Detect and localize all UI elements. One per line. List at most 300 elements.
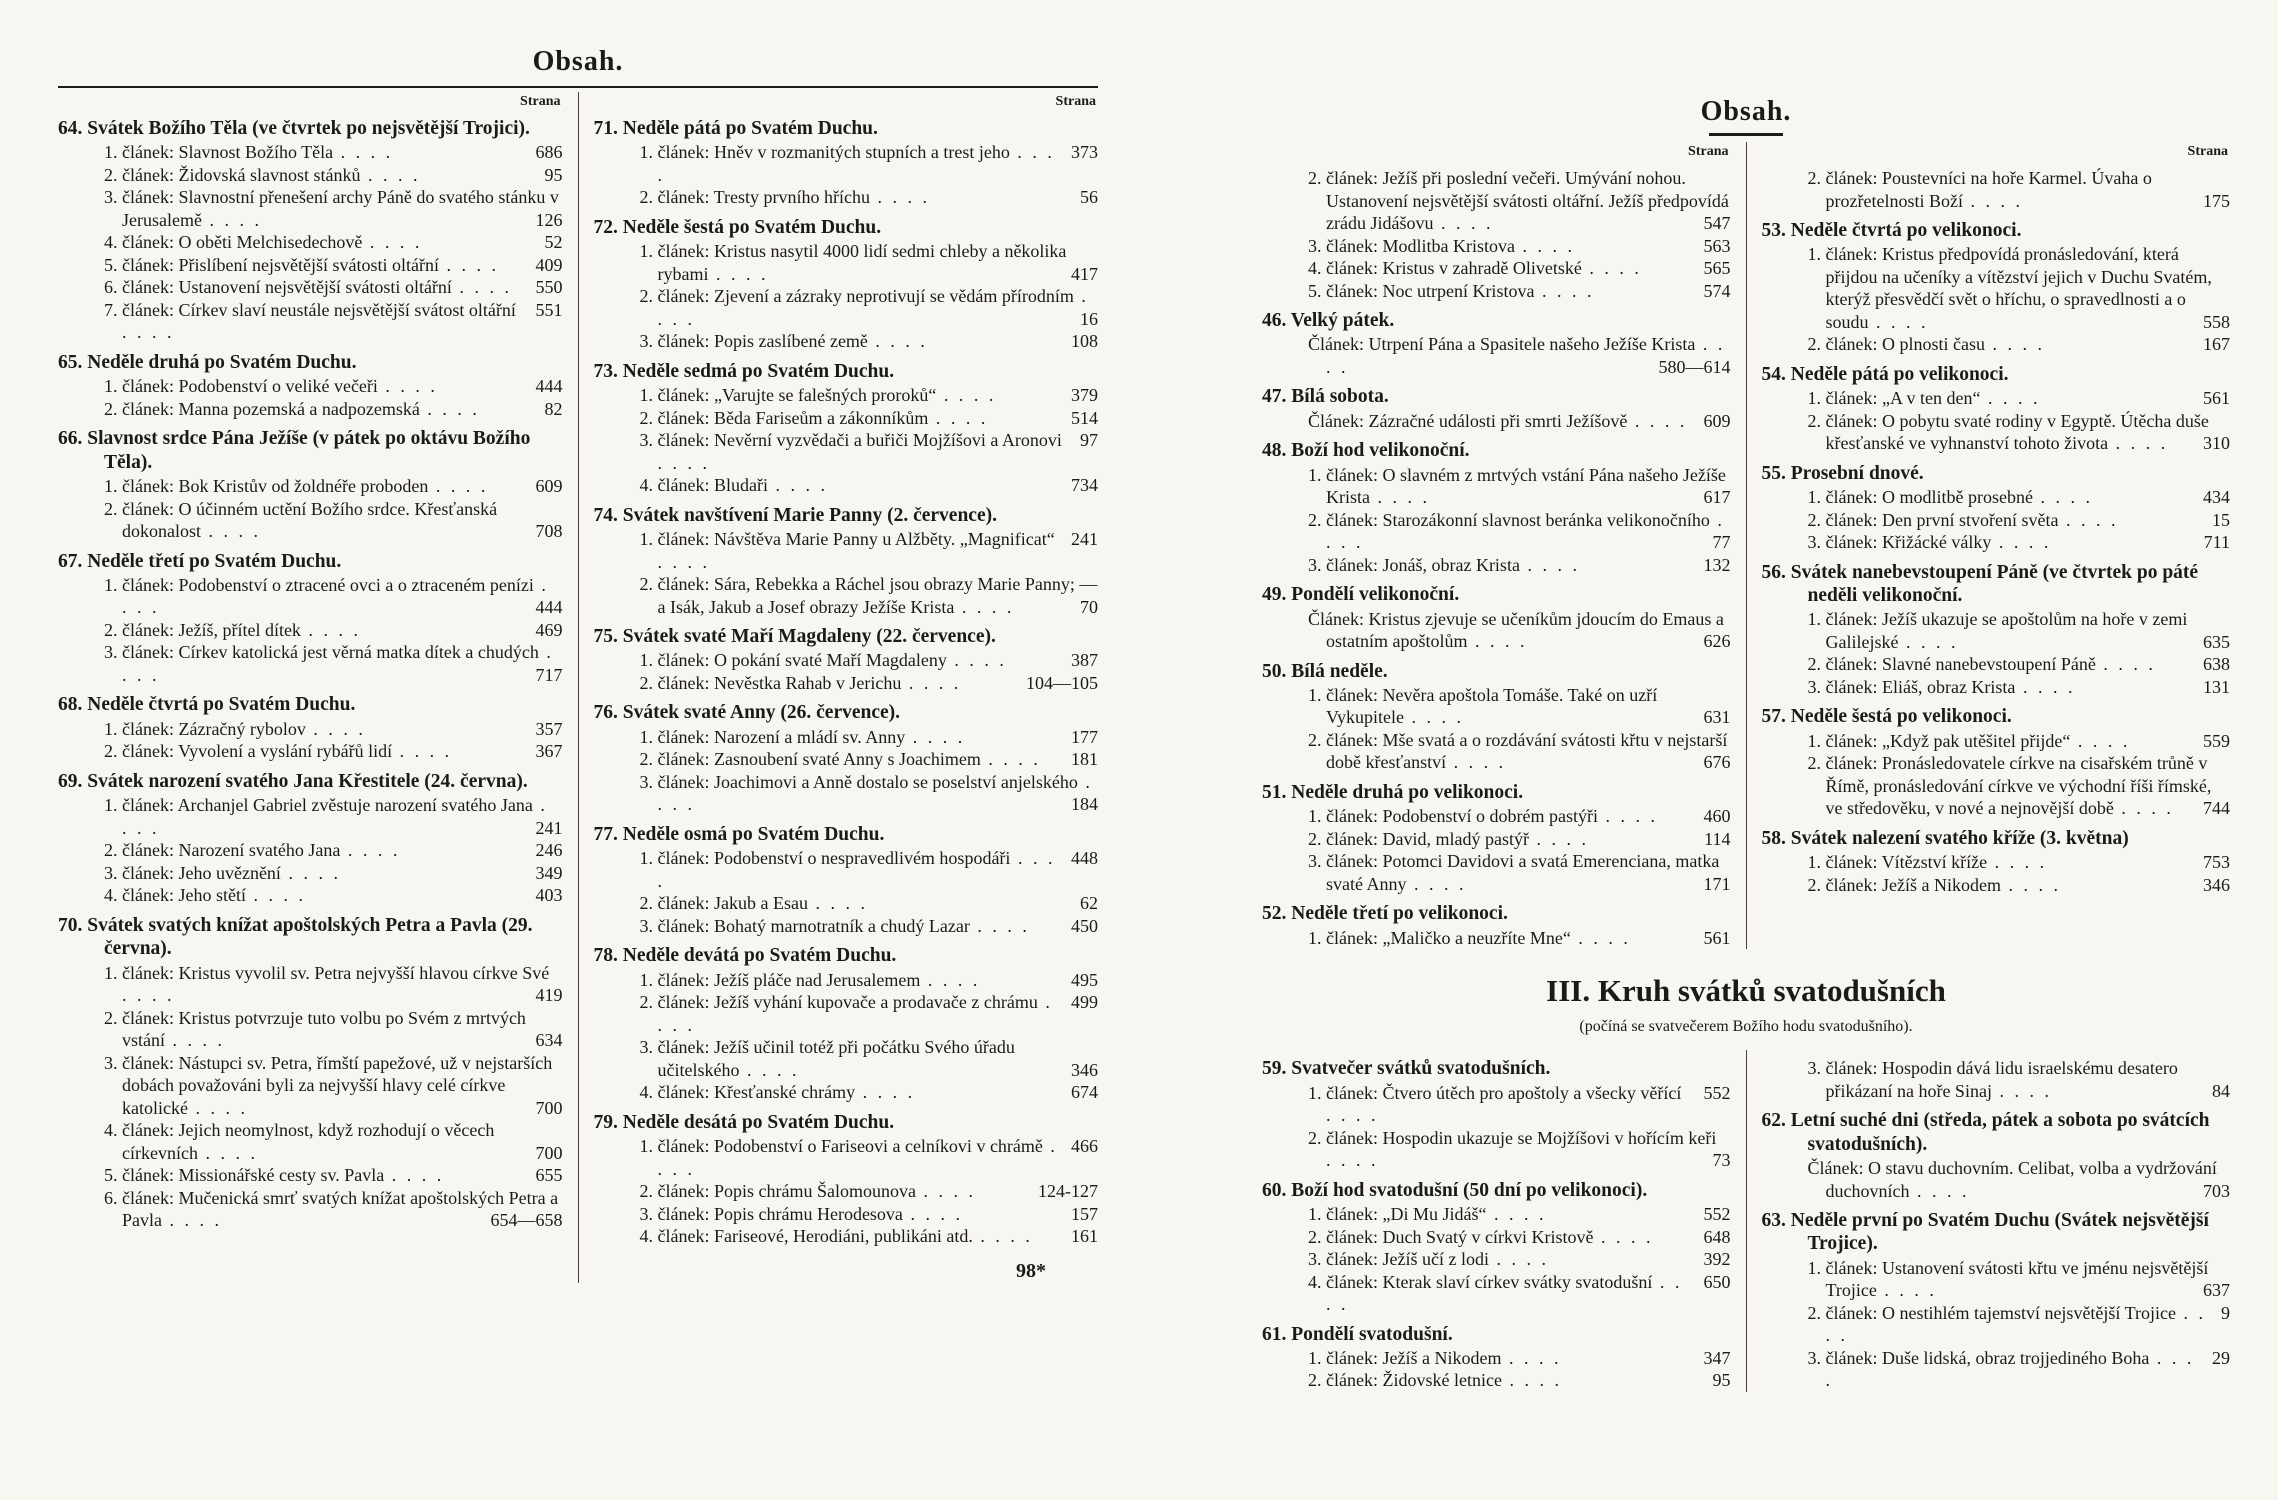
toc-entry: [58, 186, 563, 231]
entry-page-number: 552: [1703, 1204, 1731, 1225]
entry-page-number: 62: [1080, 893, 1098, 914]
dot-leader: . . . .: [1370, 487, 1430, 508]
section-title: 53. Neděle čtvrtá po velikonoci.: [1761, 220, 2022, 241]
dot-leader: . . . .: [451, 277, 512, 298]
toc-entry: [1762, 1057, 2231, 1102]
entry-text: 1. článek: Ježíš a Nikodem: [1308, 1347, 1502, 1368]
section-number: 52.: [1262, 903, 1292, 925]
dot-leader: . . . .: [1486, 1204, 1547, 1225]
entry-page-number: 717: [535, 664, 563, 685]
dot-leader: . . . .: [867, 331, 928, 352]
section-number: 72.: [593, 216, 623, 238]
entry-page-number: 124-127: [1038, 1181, 1098, 1202]
toc-section: [1262, 902, 1731, 949]
entry-page-number: 563: [1703, 235, 1731, 256]
entry-text: Článek: Utrpení Pána a Spasitele našeho Ježíše Krista: [1308, 334, 1696, 355]
section-title: 73. Neděle sedmá po Svatém Duchu.: [593, 360, 895, 382]
toc-entry: [58, 375, 563, 398]
dot-leader: . . . .: [1980, 388, 2041, 409]
dot-leader: . . . .: [1404, 707, 1464, 728]
toc-section: [58, 914, 563, 1232]
toc-section: [1762, 363, 2231, 455]
dot-leader: . . . .: [1501, 1347, 1562, 1368]
entry-text: 1. článek: Ježíš ukazuje se apoštolům na hoře v zemi Galilejské: [1807, 609, 2188, 652]
dot-leader: . . . .: [201, 521, 261, 542]
dot-leader: . . . .: [2015, 676, 2076, 697]
section-number: 70.: [58, 914, 88, 936]
toc-entry: [1262, 927, 1731, 950]
entry-text: 1. článek: O slavném z mrtvých vstání Pána našeho Ježíše Krista: [1308, 464, 1726, 508]
entry-text: 2. článek: Starozákonní slavnost beránka velikonočního: [1308, 509, 1710, 530]
entry-text: 3. článek: Církev katolická jest věrná matka dítek a chudých: [104, 642, 539, 663]
entry-text: 2. článek: Nevěstka Rahab v Jerichu: [639, 672, 902, 693]
dot-leader: . . . .: [1570, 927, 1631, 948]
toc-entry: [594, 892, 1099, 915]
dot-leader: . . . .: [928, 407, 989, 428]
toc-entry: [58, 498, 563, 543]
toc-entry: [594, 649, 1099, 672]
entry-page-number: 346: [2203, 874, 2230, 895]
section-number: 71.: [593, 118, 623, 139]
entry-text: 2. článek: Pronásledovatele církve na cisařském trůně v Římě, pronásledování církve ve východní říši římské, ve středověku, v nové a nejnovější době: [1807, 753, 2212, 819]
page-title: Obsah.: [532, 46, 624, 77]
header-rule: [1709, 133, 1783, 136]
entry-text: 6. článek: Mučenická smrť svatých knížat apoštolských Petra a Pavla: [104, 1187, 559, 1231]
entry-text: Článek: Zázračné události při smrti Ježíšově: [1308, 410, 1628, 431]
toc-entry: [1762, 1302, 2231, 1347]
entry-text: 1. článek: O pokání svaté Maří Magdaleny: [639, 650, 947, 671]
entry-text: 3. článek: Bohatý marnotratník a chudý Lazar: [639, 915, 970, 936]
toc-entry: [1262, 1127, 1731, 1172]
entry-text: 2. článek: Zjevení a zázraky neprotivují se vědám přírodním: [639, 286, 1074, 307]
dot-leader: . . . .: [197, 1142, 258, 1163]
dot-leader: . . . .: [1534, 280, 1595, 301]
entry-text: 5. článek: Missionářské cesty sv. Pavla: [104, 1165, 385, 1186]
toc-section: [1762, 1057, 2231, 1102]
toc-entry: [1262, 464, 1731, 509]
column-divider: [1746, 142, 1747, 949]
dot-leader: . . . .: [162, 1210, 222, 1231]
entry-page-number: 469: [535, 619, 563, 640]
entry-text: 2. článek: Běda Fariseům a zákonníkům: [639, 407, 929, 428]
toc-column: [594, 92, 1099, 1283]
toc-entry: [594, 141, 1099, 186]
right-page: [1262, 96, 2230, 1392]
toc-entry: [1262, 805, 1731, 828]
entry-page-number: 16: [1080, 308, 1098, 329]
entry-page-number: 637: [2203, 1280, 2230, 1301]
entry-text: 2. článek: Popis chrámu Šalomounova: [639, 1181, 916, 1202]
part-title: III. Kruh svátků svatodušních: [1546, 973, 1946, 1009]
entry-text: 5. článek: Noc utrpení Kristova: [1308, 280, 1535, 301]
section-title: 68. Neděle čtvrtá po Svatém Duchu.: [58, 694, 356, 716]
dot-leader: . . . .: [1406, 873, 1467, 894]
entry-text: 7. článek: Církev slaví neustále nejsvětější svátost oltářní: [104, 299, 516, 320]
dot-leader: . . . .: [1501, 1370, 1562, 1391]
section-number: 78.: [593, 945, 623, 967]
entry-text: 2. článek: Manna pozemská a nadpozemská: [104, 398, 420, 419]
dot-leader: . . . .: [1326, 1271, 1683, 1315]
dot-leader: . . . .: [1326, 1105, 1379, 1126]
dot-leader: . . . .: [333, 142, 394, 163]
toc-entry: [594, 285, 1099, 330]
entry-text: 2. článek: Ježíš vyhání kupovače a prodavače z chrámu: [639, 992, 1038, 1013]
toc-entry: [594, 186, 1099, 209]
entry-text: 1. článek: Kristus nasytil 4000 lidí sedmi chleby a několika rybami: [639, 241, 1067, 284]
toc-entry: [58, 1119, 563, 1164]
entry-page-number: 379: [1071, 385, 1098, 406]
toc-section: [594, 117, 1099, 209]
section-title: 71. Neděle pátá po Svatém Duchu.: [593, 118, 878, 139]
toc-entry: [58, 1187, 563, 1232]
entry-text: Článek: O stavu duchovním. Celibat, volba a vydržování duchovních: [1807, 1158, 2217, 1201]
entry-text: 2. článek: Sára, Rebekka a Ráchel jsou obrazy Marie Panny; — a Isák, Jakub a Josef obrazy Ježíše Krista: [639, 574, 1098, 617]
entry-page-number: 495: [1071, 969, 1098, 990]
strana-label: Strana: [1055, 94, 1096, 109]
entry-text: 4. článek: Kristus v zahradě Olivetské: [1308, 258, 1582, 278]
toc-entry: [1262, 554, 1731, 577]
dot-leader: . . . .: [2113, 798, 2174, 819]
entry-text: 3. článek: Popis chrámu Herodesova: [639, 1203, 903, 1224]
section-number: 53.: [1761, 220, 1791, 241]
dot-leader: . . . .: [362, 232, 423, 253]
toc-column: [1762, 1050, 2231, 1392]
entry-text: 1. článek: Zázračný rybolov: [104, 718, 306, 739]
entry-text: 1. článek: Narození a mládí sv. Anny: [639, 726, 906, 747]
entry-text: 1. článek: Bok Kristův od žoldnéře proboden: [104, 476, 429, 497]
toc-entry: [1762, 486, 2231, 509]
entry-page-number: 565: [1703, 258, 1731, 278]
left-page-columns: [58, 92, 1098, 1283]
dot-leader: . . . .: [384, 1165, 445, 1186]
section-title: 74. Svátek navštívení Marie Panny (2. července).: [593, 504, 997, 526]
section-number: 64.: [58, 118, 88, 139]
toc-column: [1262, 142, 1731, 949]
entry-text: 1. článek: Podobenství o veliké večeři: [104, 376, 378, 397]
entry-page-number: 175: [2203, 190, 2230, 211]
dot-leader: . . . .: [201, 209, 262, 230]
entry-text: 4. článek: Jejich neomylnost, když rozhodují o věcech církevních: [104, 1120, 495, 1163]
dot-leader: . . . .: [187, 1097, 248, 1118]
entry-page-number: 635: [2203, 631, 2230, 652]
entry-page-number: 409: [535, 254, 563, 275]
toc-entry: [594, 429, 1099, 474]
entry-text: 1. článek: Podobenství o nespravedlivém hospodáři: [639, 848, 1011, 869]
entry-page-number: 241: [535, 817, 563, 838]
entry-page-number: 703: [2203, 1180, 2230, 1201]
toc-entry: [1762, 1257, 2231, 1302]
dot-leader: . . . .: [1528, 828, 1589, 849]
toc-entry: [594, 672, 1099, 695]
toc-entry: [1262, 1082, 1731, 1127]
section-title: 62. Letní suché dni (středa, pátek a sobota po svátcích svatodušních).: [1761, 1110, 2210, 1155]
dot-leader: . . . .: [901, 672, 962, 693]
dot-leader: . . . .: [1991, 1080, 2052, 1101]
entry-page-number: 419: [535, 985, 563, 1006]
entry-page-number: 392: [1703, 1249, 1731, 1270]
toc-entry: [594, 240, 1099, 285]
entry-text: 2. článek: O nestihlém tajemství nejsvětější Trojice: [1807, 1302, 2176, 1323]
section-title: 55. Prosební dnové.: [1761, 462, 1924, 484]
dot-leader: . . . .: [855, 1082, 916, 1103]
left-page: [58, 46, 1098, 1283]
section-number: 61.: [1262, 1323, 1292, 1345]
entry-text: 2. článek: Poustevníci na hoře Karmel. Úvaha o prozřetelnosti Boží: [1807, 168, 2152, 211]
toc-column: [1762, 142, 2231, 949]
entry-text: 2. článek: Židovské letnice: [1308, 1370, 1502, 1391]
entry-text: 4. článek: Křesťanské chrámy: [639, 1082, 856, 1103]
entry-page-number: 349: [535, 862, 563, 883]
entry-page-number: 460: [1703, 806, 1731, 827]
toc-entry: [594, 771, 1099, 816]
dot-leader: . . . .: [1825, 1347, 2195, 1391]
entry-page-number: 347: [1703, 1347, 1731, 1368]
section-number: 75.: [593, 626, 623, 648]
entry-page-number: 711: [2203, 532, 2230, 553]
toc-section: [1262, 583, 1731, 652]
entry-page-number: 246: [535, 840, 563, 861]
section-number: 58.: [1761, 827, 1791, 849]
toc-entry: [1762, 410, 2231, 455]
entry-page-number: 108: [1071, 331, 1098, 352]
section-number: 46.: [1262, 310, 1291, 331]
dot-leader: . . . .: [969, 915, 1030, 936]
entry-text: 3. článek: Joachimovi a Anně dostalo se poselství anjelského: [639, 771, 1078, 792]
dot-leader: . . . .: [807, 893, 868, 914]
entry-text: 2. článek: Ježíš při poslední večeři. Umývání nohou. Ustanovení nejsvětější svátosti oltářní. Ježíš předpovídá zrádu Jidášovu: [1308, 168, 1729, 233]
section-number: 79.: [593, 1111, 623, 1133]
entry-page-number: 241: [1071, 529, 1098, 550]
toc-entry: [594, 991, 1099, 1036]
section-number: 60.: [1262, 1179, 1292, 1201]
entry-text: 1. článek: O modlitbě prosebné: [1807, 487, 2033, 508]
toc-section: [594, 1111, 1099, 1248]
toc-entry: [58, 276, 563, 299]
toc-entry: [1262, 729, 1731, 774]
toc-entry: [1262, 608, 1731, 653]
entry-text: 2. článek: O pobytu svaté rodiny v Egyptě. Útěcha duše křesťanské ve vyhnanství tohoto života: [1807, 410, 2209, 454]
toc-entry: [1262, 684, 1731, 729]
section-number: 67.: [58, 550, 88, 572]
toc-entry: [1762, 653, 2231, 676]
dot-leader: . . . .: [902, 1203, 963, 1224]
entry-page-number: 346: [1071, 1059, 1098, 1080]
toc-entry: [594, 330, 1099, 353]
dot-leader: . . . .: [1446, 752, 1507, 773]
section-title: 64. Svátek Božího Těla (ve čtvrtek po nejsvětější Trojici).: [58, 118, 530, 139]
entry-page-number: 417: [1071, 263, 1098, 284]
toc-section: [594, 823, 1099, 937]
entry-text: 2. článek: O účinném uctění Božího srdce. Křesťanská dokonalost: [104, 498, 498, 542]
dot-leader: . . . .: [972, 1226, 1033, 1247]
toc-entry: [1762, 243, 2231, 333]
entry-page-number: 97: [1080, 430, 1098, 451]
toc-entry: [1262, 280, 1731, 303]
section-number: 68.: [58, 694, 88, 716]
entry-text: Článek: Kristus zjevuje se učeníkům jdoucím do Emaus a ostatním apoštolům: [1308, 608, 1724, 652]
dot-leader: . . . .: [305, 718, 366, 739]
entry-page-number: 574: [1703, 280, 1731, 301]
entry-text: 4. článek: Bludaři: [639, 475, 768, 496]
dot-leader: . . . .: [2070, 730, 2131, 751]
dot-leader: . . . .: [1898, 631, 1959, 652]
toc-section: [1762, 167, 2231, 212]
dot-leader: . . . .: [1962, 190, 2023, 211]
section-number: 51.: [1262, 781, 1292, 803]
section-title: 61. Pondělí svatodušní.: [1262, 1323, 1453, 1345]
entry-page-number: 9: [2221, 1302, 2230, 1323]
toc-entry: [1262, 235, 1731, 258]
entry-page-number: 674: [1071, 1082, 1098, 1103]
dot-leader: . . . .: [1987, 852, 2048, 873]
entry-page-number: 161: [1071, 1226, 1098, 1247]
section-title: 48. Boží hod velikonoční.: [1262, 440, 1470, 462]
section-title: 78. Neděle devátá po Svatém Duchu.: [593, 945, 897, 967]
dot-leader: . . . .: [2058, 509, 2119, 530]
entry-text: 2. článek: Kristus potvrzuje tuto volbu po Svém z mrtvých vstání: [104, 1007, 526, 1051]
entry-page-number: 70: [1080, 596, 1098, 617]
entry-page-number: 114: [1704, 828, 1731, 849]
toc-section: [58, 770, 563, 907]
toc-entry: [58, 962, 563, 1007]
entry-page-number: 753: [2203, 852, 2230, 873]
dot-leader: . . . .: [936, 385, 997, 406]
dot-leader: . . . .: [1326, 1150, 1379, 1171]
entry-text: 2. článek: Narození svatého Jana: [104, 840, 341, 861]
entry-text: 1. článek: Vítězství kříže: [1807, 852, 1988, 873]
toc-section: [1262, 309, 1731, 378]
toc-entry: [1262, 509, 1731, 554]
entry-text: 1. článek: „Varujte se falešných proroků“: [639, 385, 937, 406]
toc-entry: [1262, 1271, 1731, 1316]
toc-entry: [1262, 257, 1731, 280]
dot-leader: . . . .: [1593, 1226, 1654, 1247]
toc-section: [594, 504, 1099, 618]
entry-text: 1. článek: Podobenství o Fariseovi a celníkovi v chrámě: [639, 1136, 1043, 1157]
section-number: 63.: [1761, 1210, 1791, 1232]
toc-section: [58, 550, 563, 687]
dot-leader: . . . .: [1876, 1280, 1937, 1301]
entry-page-number: 617: [1703, 487, 1731, 508]
entry-page-number: 82: [544, 398, 563, 419]
entry-text: 2. článek: Slavné nanebevstoupení Páně: [1807, 654, 2096, 675]
section-title: 57. Neděle šestá po velikonoci.: [1761, 706, 2012, 728]
entry-text: 1. článek: Podobenství o ztracené ovci a o ztraceném penízi: [104, 574, 534, 595]
toc-entry: [58, 641, 563, 686]
right-page-top-columns: [1262, 142, 2230, 949]
entry-page-number: 184: [1071, 794, 1098, 815]
entry-page-number: 373: [1071, 142, 1098, 163]
strana-label: Strana: [2187, 144, 2228, 159]
entry-page-number: 77: [1712, 532, 1731, 553]
toc-section: [1762, 827, 2231, 896]
section-number: 47.: [1262, 386, 1292, 408]
toc-section: [1262, 1057, 1731, 1171]
entry-page-number: 655: [535, 1165, 563, 1186]
toc-entry: [1262, 850, 1731, 895]
entry-page-number: 367: [535, 741, 563, 762]
part-subtitle: (počíná se svatvečerem Božího hodu svatodušního).: [1579, 1018, 1913, 1036]
toc-section: [58, 351, 563, 420]
entry-page-number: 177: [1071, 726, 1098, 747]
entry-text: 1. článek: „Když pak utěšitel přijde“: [1807, 730, 2071, 751]
section-number: 57.: [1761, 706, 1791, 728]
entry-page-number: 448: [1071, 848, 1098, 869]
dot-leader: . . . .: [1326, 509, 1725, 553]
section-title: 58. Svátek nalezení svatého kříže (3. května): [1761, 827, 2129, 849]
entry-page-number: 551: [535, 299, 563, 320]
entry-text: 3. článek: Eliáš, obraz Krista: [1807, 676, 2016, 697]
toc-entry: [1762, 531, 2231, 554]
section-number: 56.: [1761, 561, 1791, 583]
dot-leader: . . . .: [657, 551, 710, 572]
dot-leader: . . . .: [1519, 554, 1580, 575]
entry-page-number: 700: [535, 1142, 563, 1163]
entry-page-number: 167: [2203, 334, 2230, 355]
entry-text: 2. článek: Tresty prvního hříchu: [639, 187, 870, 208]
entry-page-number: 552: [1703, 1082, 1731, 1103]
dot-leader: . . . .: [1514, 235, 1575, 256]
entry-text: 2. článek: Ježíš a Nikodem: [1807, 874, 2001, 895]
entry-page-number: 52: [544, 232, 563, 253]
toc-entry: [594, 1036, 1099, 1081]
toc-section: [1262, 781, 1731, 895]
dot-leader: . . . .: [739, 1059, 800, 1080]
entry-text: 1. článek: Ježíš pláče nad Jerusalemem: [639, 969, 921, 990]
section-number: 59.: [1262, 1058, 1292, 1080]
toc-entry: [1762, 676, 2231, 699]
entry-text: 3. článek: Ježíš učí z lodi: [1308, 1249, 1489, 1270]
entry-text: 4. článek: Kterak slaví církev svátky svatodušní: [1308, 1271, 1653, 1292]
entry-page-number: 450: [1071, 915, 1098, 936]
section-number: 50.: [1262, 660, 1292, 682]
entry-text: 2. článek: Mše svatá a o rozdávání svátosti křtu v nejstarší době křesťanství: [1308, 729, 1728, 773]
dot-leader: . . . .: [657, 771, 1093, 815]
entry-text: 1. článek: Ustanovení svátosti křtu ve jménu nejsvětější Trojice: [1807, 1257, 2209, 1301]
toc-entry: [1762, 1347, 2231, 1392]
toc-section: [1262, 167, 1731, 302]
toc-section: [594, 216, 1099, 353]
entry-text: 1. článek: Návštěva Marie Panny u Alžběty. „Magnificat“: [639, 529, 1055, 550]
entry-text: 3. článek: Nástupci sv. Petra, římští papežové, už v nejstarších dobách považováni byli za nejvyšší hlavy celé církve katolické: [104, 1052, 553, 1118]
section-title: 65. Neděle druhá po Svatém Duchu.: [58, 351, 357, 373]
toc-entry: [594, 1225, 1099, 1248]
dot-leader: . . . .: [377, 376, 438, 397]
section-number: 54.: [1761, 363, 1791, 385]
entry-page-number: 104—105: [1026, 672, 1098, 693]
dot-leader: . . . .: [1488, 1249, 1549, 1270]
dot-leader: . . . .: [122, 795, 548, 838]
toc-section: [1262, 1323, 1731, 1392]
toc-section: [1262, 385, 1731, 432]
entry-page-number: 56: [1080, 187, 1098, 208]
entry-page-number: 387: [1071, 650, 1098, 671]
section-title: 51. Neděle druhá po velikonoci.: [1262, 781, 1524, 803]
entry-page-number: 686: [535, 142, 563, 163]
strana-label: Strana: [1688, 144, 1729, 159]
entry-text: 4. článek: Fariseové, Herodiáni, publikáni atd.: [639, 1226, 973, 1247]
entry-page-number: 609: [535, 476, 563, 497]
toc-entry: [594, 573, 1099, 618]
entry-text: 1. článek: Kristus vyvolil sv. Petra nejvyšší hlavou církve Své: [104, 962, 550, 983]
toc-entry: [1262, 1226, 1731, 1249]
dot-leader: . . . .: [122, 985, 175, 1006]
toc-entry: [594, 847, 1099, 892]
section-title: 49. Pondělí velikonoční.: [1262, 584, 1460, 606]
toc-entry: [58, 475, 563, 498]
section-title: 59. Svatvečer svátků svatodušních.: [1262, 1058, 1551, 1080]
toc-entry: [594, 748, 1099, 771]
